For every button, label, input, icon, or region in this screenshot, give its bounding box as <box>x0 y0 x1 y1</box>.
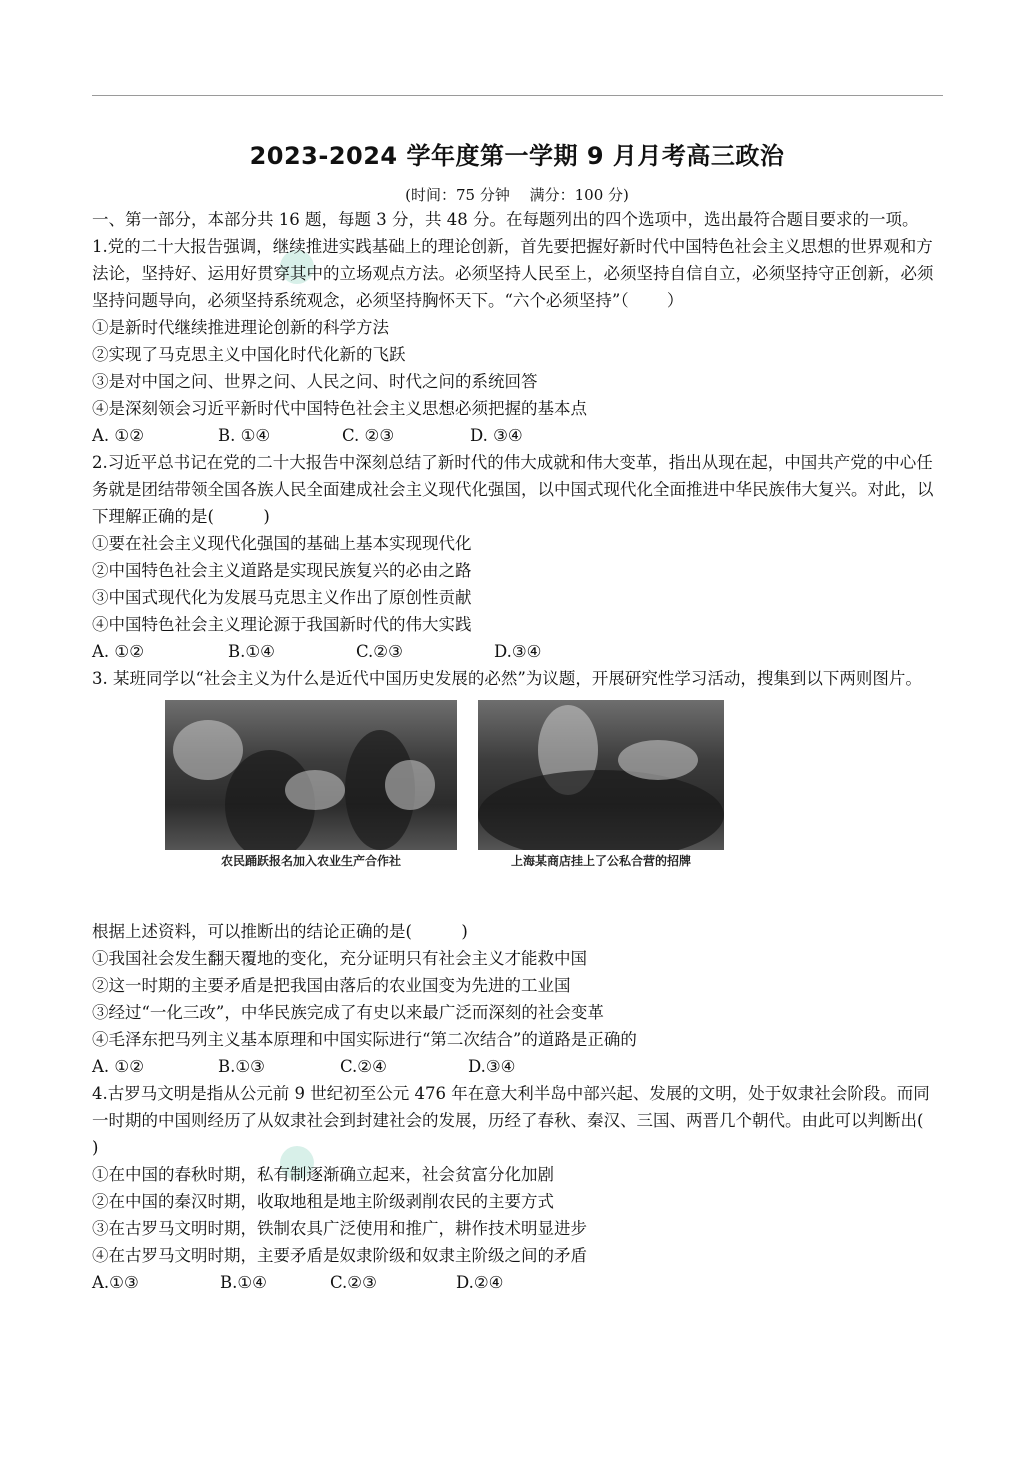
statement: ④中国特色社会主义理论源于我国新时代的伟大实践 <box>92 615 472 634</box>
option-a: A. ①② <box>92 426 144 445</box>
statement: ①是新时代继续推进理论创新的科学方法 <box>92 318 389 337</box>
answer-options <box>92 1269 943 1296</box>
option-c: C.②④ <box>340 1057 387 1076</box>
statement: ③是对中国之问、世界之问、人民之问、时代之问的系统回答 <box>92 372 538 391</box>
exam-info: (时间：75 分钟 满分：100 分) <box>405 186 629 204</box>
figure-row <box>92 700 943 908</box>
option-a: A. ①② <box>92 642 144 661</box>
question-stem: 3. 某班同学以“社会主义为什么是近代中国历史发展的必然”为议题，开展研究性学习活动，搜集到以下两则图片。 <box>92 669 922 688</box>
option-b: B.①③ <box>218 1057 265 1076</box>
exam-content <box>92 206 962 1296</box>
option-a: A. ①② <box>92 1057 144 1076</box>
photo-store-sign <box>478 700 724 850</box>
figure-store-photo <box>478 700 724 869</box>
option-b: B.①④ <box>220 1273 267 1292</box>
statement: ④毛泽东把马列主义基本原理和中国实际进行“第二次结合”的道路是正确的 <box>92 1030 637 1049</box>
question-1 <box>92 233 943 449</box>
statement: ②在中国的秦汉时期，收取地租是地主阶级剥削农民的主要方式 <box>92 1192 554 1211</box>
option-b: B.①④ <box>228 642 275 661</box>
statement: ②这一时期的主要矛盾是把我国由落后的农业国变为先进的工业国 <box>92 976 571 995</box>
option-d: D.③④ <box>468 1057 516 1076</box>
answer-options <box>92 638 943 665</box>
statement: ①要在社会主义现代化强国的基础上基本实现现代化 <box>92 534 472 553</box>
option-d: D. ③④ <box>470 426 523 445</box>
option-c: C.②③ <box>330 1273 377 1292</box>
header-rule <box>92 95 943 96</box>
statement: ①我国社会发生翻天覆地的变化，充分证明只有社会主义才能救中国 <box>92 949 587 968</box>
answer-options <box>92 1053 943 1080</box>
option-a: A.①③ <box>92 1273 139 1292</box>
question-2 <box>92 449 943 665</box>
statement: ③经过“一化三改”，中华民族完成了有史以来最广泛而深刻的社会变革 <box>92 1003 604 1022</box>
statement: ③在古罗马文明时期，铁制农具广泛使用和推广，耕作技术明显进步 <box>92 1219 587 1238</box>
statement: ④在古罗马文明时期，主要矛盾是奴隶阶级和奴隶主阶级之间的矛盾 <box>92 1246 587 1265</box>
answer-options <box>92 422 943 449</box>
question-stem: 4.古罗马文明是指从公元前 9 世纪初至公元 476 年在意大利半岛中部兴起、发展的文明，处于奴隶社会阶段。而同一时期的中国则经历了从奴隶社会到封建社会的发展，历经了春秋、秦汉、三国、两晋几个朝代。由此可以判断出( ) <box>92 1084 962 1157</box>
option-b: B. ①④ <box>218 426 271 445</box>
option-d: D.②④ <box>456 1273 504 1292</box>
option-d: D.③④ <box>494 642 542 661</box>
statement: ②中国特色社会主义道路是实现民族复兴的必由之路 <box>92 561 472 580</box>
question-stem: 1.党的二十大报告强调，继续推进实践基础上的理论创新，首先要把握好新时代中国特色社会主义思想的世界观和方法论，坚持好、运用好贯穿其中的立场观点方法。必须坚持人民至上，必须坚持自信自立，必须坚持守正创新，必须坚持问题导向，必须坚持系统观念，必须坚持胸怀天下。“六个必须坚持”（ ） <box>92 237 934 310</box>
page-title: 2023-2024 学年度第一学期 9 月月考高三政治 <box>249 142 785 170</box>
question-3 <box>92 665 943 1080</box>
statement: ①在中国的春秋时期，私有制逐渐确立起来，社会贫富分化加剧 <box>92 1165 554 1184</box>
statement: ④是深刻领会习近平新时代中国特色社会主义思想必须把握的基本点 <box>92 399 587 418</box>
figure-caption: 农民踊跃报名加入农业生产合作社 <box>220 854 401 868</box>
figure-cooperative-photo <box>165 700 457 869</box>
question-stem: 2.习近平总书记在党的二十大报告中深刻总结了新时代的伟大成就和伟大变革，指出从现在起，中国共产党的中心任务就是团结带领全国各族人民全面建成社会主义现代化强国，以中国式现代化全面推进中华民族伟大复兴。对此，以下理解正确的是( ) <box>92 453 934 526</box>
question-prompt: 根据上述资料，可以推断出的结论正确的是( ) <box>92 922 468 941</box>
question-4 <box>92 1080 962 1296</box>
statement: ③中国式现代化为发展马克思主义作出了原创性贡献 <box>92 588 472 607</box>
photo-farmers-signing-up <box>165 700 457 850</box>
section-intro: 一、第一部分，本部分共 16 题，每题 3 分，共 48 分。在每题列出的四个选项中，选出最符合题目要求的一项。 <box>92 210 919 229</box>
option-c: C. ②③ <box>342 426 395 445</box>
figure-caption: 上海某商店挂上了公私合营的招牌 <box>510 854 691 868</box>
option-c: C.②③ <box>356 642 403 661</box>
statement: ②实现了马克思主义中国化时代化新的飞跃 <box>92 345 406 364</box>
